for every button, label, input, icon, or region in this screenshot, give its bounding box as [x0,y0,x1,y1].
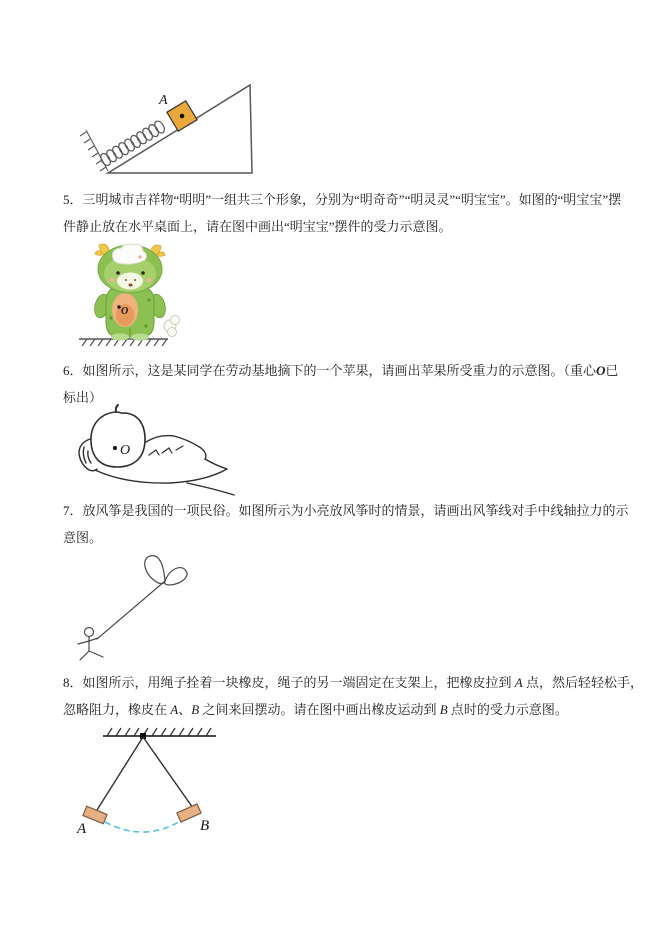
text-line: 件静止放在水平桌面上，请在图中画出“明宝宝”摆件的受力示意图。 [63,219,452,234]
question-7-text [63,497,629,551]
eraser-b [177,804,201,822]
eraser-a [83,806,107,824]
incline-spring-block-figure [80,80,265,180]
apple-gravity-label: O [120,443,131,458]
hand-palm-bottom [95,469,227,483]
text-line: 7．放风筝是我国的一项民俗。如图所示为小亮放风筝时的情景，请画出风筝线对手中线轴拉力的示 [63,503,629,518]
mascot-cap-dot [138,255,141,258]
pendulum-figure [60,723,240,853]
kite-string [97,581,165,639]
hand-wrist-line [187,483,234,495]
mascot-gravity-label: O [121,306,129,317]
text-line: 5．三明城市吉祥物“明明”一组共三个形象，分别为“明奇奇”“明灵灵”“明宝宝”。如图的“明宝宝”摆 [63,192,622,207]
mascot-figure [75,242,215,350]
text-line: 8．如图所示，用绳子拴着一块橡皮，绳子的另一端固定在支架上，把橡皮拉到 A 点，然后轻轻松手， [63,675,643,690]
position-label-a: A [77,821,87,837]
swing-arc [105,820,182,832]
kite-right-loop [165,568,187,585]
wall-hatching [80,130,108,171]
text-line: 忽略阻力，橡皮在 A、B 之间来回摆动。请在图中画出橡皮运动到 B 点时的受力示意图。 [63,702,568,717]
position-label-b: B [200,818,210,834]
apple-gravity-dot [113,446,117,450]
hand-knuckles [149,446,183,455]
string-a [97,737,143,810]
hand-fingers [146,436,227,469]
block-label-a: A [159,93,168,108]
stick-figure [78,628,103,661]
text-line: 6．如图所示，这是某同学在劳动基地摘下的一个苹果，请画出苹果所受重力的示意图。（重心O已 [63,363,619,378]
question-8-text [63,669,643,723]
question-5-text [63,186,623,240]
kite-figure [70,545,210,665]
apple-outline [91,412,145,467]
ceiling-hatching [103,728,216,736]
mascot-muzzle [117,273,143,290]
apple-in-hand-figure [75,403,237,498]
string-b [143,737,193,808]
kite-left-loop [145,556,165,584]
mascot-tail [164,316,180,337]
text-line: 标出） [63,390,103,405]
text-line: 意图。 [63,530,103,545]
